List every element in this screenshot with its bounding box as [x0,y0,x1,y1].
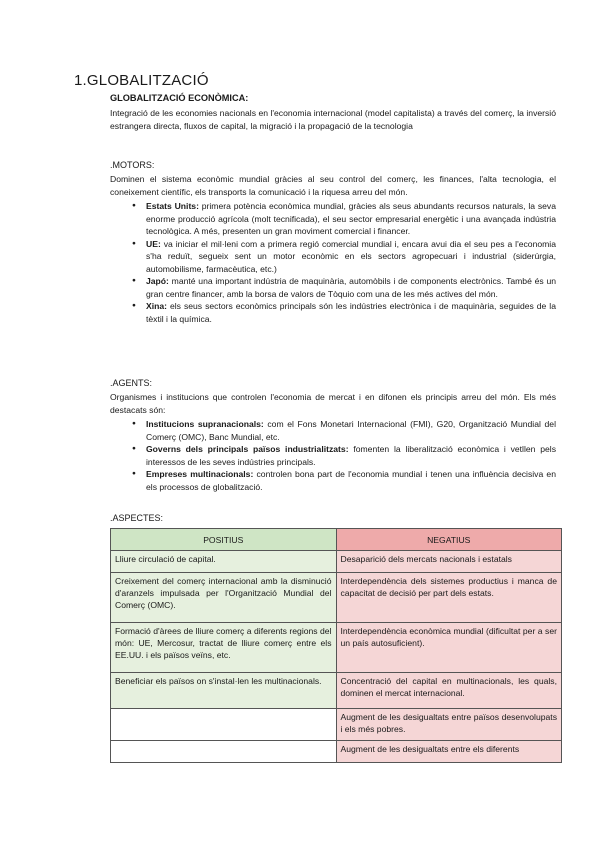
table-row [111,709,562,741]
list-item: ● Institucions supranacionals: com el Fons Monetari Internacional (FMI), G20, Organització Mundial del Comerç (OMC), Banc Mundial, etc. [146,418,556,443]
table-row [111,551,562,573]
positive-cell [111,709,337,741]
motors-list [146,200,556,325]
list-item: ● Estats Units: primera potència econòmica mundial, gràcies als seus abundants recursos naturals, la seva enorme producció agrícola (molt tecnificada), el seu sector empresarial energètic i una avançada indústria tecnològica. A més, presenten un gran moviment comercial i financer. [146,200,556,238]
list-item: ● Empreses multinacionals: controlen bona part de l'economia mundial i tenen una influència decisiva en els processos de globalització. [146,468,556,493]
list-item: ● Xina: els seus sectors econòmics principals són les indústries electrònica i de maquinària, seguides de la tèxtil i la química. [146,300,556,325]
list-item: ● Governs dels principals països industrialitzats: fomenten la liberalització econòmica i vetllen pels interessos de les seves indústries principals. [146,443,556,468]
section-subtitle: GLOBALITZACIÓ ECONÒMICA: [110,93,249,103]
table-row [111,673,562,709]
positive-cell: Beneficiar els països on s'instal·len les multinacionals. [111,673,337,709]
list-item: ● Japó: manté una important indústria de maquinària, automòbils i de components electrònics. També és un gran centre financer, amb la borsa de valors de Tòquio com una de les més actives del món. [146,275,556,300]
motors-paragraph: Dominen el sistema econòmic mundial gràcies al seu control del comerç, les finances, l'alta tecnologia, el coneixement científic, els transports la comunicació i la riquesa arreu del món. [110,174,556,197]
negative-cell: Interdependència econòmica mundial (dificultat per a ser un país autosuficient). [336,623,562,673]
intro-paragraph: Integració de les economies nacionals en l'economia internacional (model capitalista) a través del comerç, la inversió estrangera directa, fluxos de capital, la migració i la propagació de la tecnologia [110,108,556,131]
table-row [111,573,562,623]
table-row [111,623,562,673]
motors-heading: .MOTORS: [110,160,155,170]
positive-cell: Lliure circulació de capital. [111,551,337,573]
positive-cell [111,741,337,763]
negative-cell: Desaparició dels mercats nacionals i estatals [336,551,562,573]
aspects-table [110,528,562,763]
list-item: ● UE: va iniciar el mil·leni com a primera regió comercial mundial i, encara avui dia el seu pes a l'economia s'ha reduït, segueix sent un motor econòmic en els sectors agropecuari i industrial (siderúrgia, automobilisme, farmacèutica, etc.) [146,238,556,276]
agents-paragraph: Organismes i institucions que controlen l'economia de mercat i en difonen els principis arreu del món. Els més destacats són: [110,392,556,415]
negative-cell: Concentració del capital en multinacionals, les quals, dominen el mercat internacional. [336,673,562,709]
agents-heading: .AGENTS: [110,378,153,388]
negatius-header: NEGATIUS [336,529,562,551]
positius-header: POSITIUS [111,529,337,551]
table-row [111,741,562,763]
negative-cell: Interdependència dels sistemes productius i manca de capacitat de decisió per part dels estats. [336,573,562,623]
negative-cell: Augment de les desigualtats entre els diferents [336,741,562,763]
negative-cell: Augment de les desigualtats entre països desenvolupats i els més pobres. [336,709,562,741]
table-header-row [111,529,562,551]
positive-cell: Formació d'àrees de lliure comerç a diferents regions del món: UE, Mercosur, tractat de lliure comerç entre els EE.UU. i els països veïns, etc. [111,623,337,673]
aspectes-heading: .ASPECTES: [110,513,164,523]
positive-cell: Creixement del comerç internacional amb la disminució d'aranzels impulsada per l'Organització Mundial del Comerç (OMC). [111,573,337,623]
agents-list [146,418,556,493]
page-title: 1.GLOBALITZACIÓ [74,72,209,89]
